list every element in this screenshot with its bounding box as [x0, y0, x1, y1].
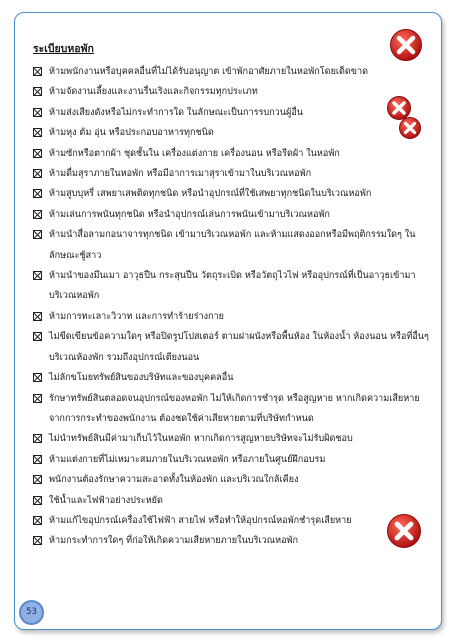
rule-item: ห้ามสูบบุหรี่ เสพยาเสพติดทุกชนิด หรือนำอุปกรณ์ที่ใช้เสพยาทุกชนิดในบริเวณหอพัก [33, 184, 431, 204]
checkbox-x-icon [33, 496, 42, 505]
rule-item: ใช้น้ำและไฟฟ้าอย่างประหยัด [33, 491, 431, 511]
checkbox-x-icon [33, 230, 42, 239]
rule-item: ห้ามดื่มสุราภายในหอพัก หรือมีอาการเมาสุราเข้ามาในบริเวณหอพัก [33, 164, 431, 184]
checkbox-x-icon [33, 332, 42, 341]
rule-item: ห้ามแก้ไขอุปกรณ์เครื่องใช้ไฟฟ้า สายไฟ หรือทำให้อุปกรณ์หอพักชำรุดเสียหาย [33, 511, 431, 531]
checkbox-x-icon [33, 128, 42, 137]
checkbox-x-icon [33, 516, 42, 525]
checkbox-x-icon [33, 312, 42, 321]
rules-list [33, 62, 431, 552]
checkbox-x-icon [33, 210, 42, 219]
rule-item: ห้ามจัดงานเลี้ยงและงานรื่นเริงและกิจกรรมทุกประเภท [33, 82, 431, 102]
red-x-icon [398, 116, 422, 140]
rule-item: ห้ามส่งเสียงดังหรือไม่กระทำการใด ในลักษณะเป็นการรบกวนผู้อื่น [33, 103, 431, 123]
checkbox-x-icon [33, 271, 42, 280]
rule-item: ไม่นำทรัพย์สินมีค่ามาเก็บไว้ในหอพัก หากเกิดการสูญหายบริษัทจะไม่รับผิดชอบ [33, 429, 431, 449]
rule-item: ห้ามหุง ต้ม อุ่น หรือประกอบอาหารทุกชนิด [33, 123, 431, 143]
rule-item: พนักงานต้องรักษาความสะอาดทั้งในห้องพัก และบริเวณใกล้เคียง [33, 470, 431, 490]
checkbox-x-icon [33, 455, 42, 464]
rule-item: ไม่ขีดเขียนข้อความใดๆ หรือปิดรูปโปสเตอร์ ตามฝาผนังหรือพื้นห้อง ในห้องน้ำ ห้องนอน หรือที่อื่นๆ บริเวณห้องพัก รวมถึงอุปกรณ์เตียงนอน [33, 327, 431, 368]
checkbox-x-icon [33, 394, 42, 403]
rule-item: ห้ามนำของมึนเมา อาวุธปืน กระสุนปืน วัตถุระเบิด หรือวัตถุไวไฟ หรืออุปกรณ์ที่เป็นอาวุธเข้ามาบริเวณหอพัก [33, 266, 431, 307]
checkbox-x-icon [33, 149, 42, 158]
rule-item: ห้ามแต่งกายที่ไม่เหมาะสมภายในบริเวณหอพัก หรือภายในศูนย์ฝึกอบรม [33, 450, 431, 470]
rule-item: ห้ามกระทำการใดๆ ที่ก่อให้เกิดความเสียหายภายในบริเวณหอพัก [33, 531, 431, 551]
rule-item: ห้ามเล่นการพนันทุกชนิด หรือนำอุปกรณ์เล่นการพนันเข้ามาบริเวณหอพัก [33, 205, 431, 225]
rule-item: รักษาทรัพย์สินตลอดจนอุปกรณ์ของหอพัก ไม่ให้เกิดการชำรุด หรือสูญหาย หากเกิดความเสียหายจากการกระทำของพนักงาน ต้องชดใช้ค่าเสียหายตามที่บริษัทกำหนด [33, 389, 431, 430]
checkbox-x-icon [33, 536, 42, 545]
checkbox-x-icon [33, 67, 42, 76]
checkbox-x-icon [33, 434, 42, 443]
rule-item: ห้ามการทะเลาะวิวาท และการทำร้ายร่างกาย [33, 307, 431, 327]
checkbox-x-icon [33, 169, 42, 178]
red-x-icon [389, 28, 423, 62]
checkbox-x-icon [33, 87, 42, 96]
page-title: ระเบียบหอพัก [33, 43, 94, 55]
checkbox-x-icon [33, 189, 42, 198]
rule-item: ห้ามพนักงานหรือบุคคลอื่นที่ไม่ได้รับอนุญาต เข้าพักอาศัยภายในหอพักโดยเด็ดขาด [33, 62, 431, 82]
rule-item: ห้ามนำสื่อลามกอนาจารทุกชนิด เข้ามาบริเวณหอพัก และห้ามแสดงออกหรือมีพฤติกรรมใดๆ ในลักษณะชู้สาว [33, 225, 431, 266]
rule-item: ห้ามซักหรือตากผ้า ชุดชั้นใน เครื่องแต่งกาย เครื่องนอน หรือรีดผ้า ในหอพัก [33, 144, 431, 164]
page-number-badge: 53 [19, 600, 44, 625]
checkbox-x-icon [33, 108, 42, 117]
checkbox-x-icon [33, 475, 42, 484]
red-x-icon [386, 513, 422, 549]
checkbox-x-icon [33, 373, 42, 382]
rule-item: ไม่ลักขโมยทรัพย์สินของบริษัทและของบุคคลอื่น [33, 368, 431, 388]
